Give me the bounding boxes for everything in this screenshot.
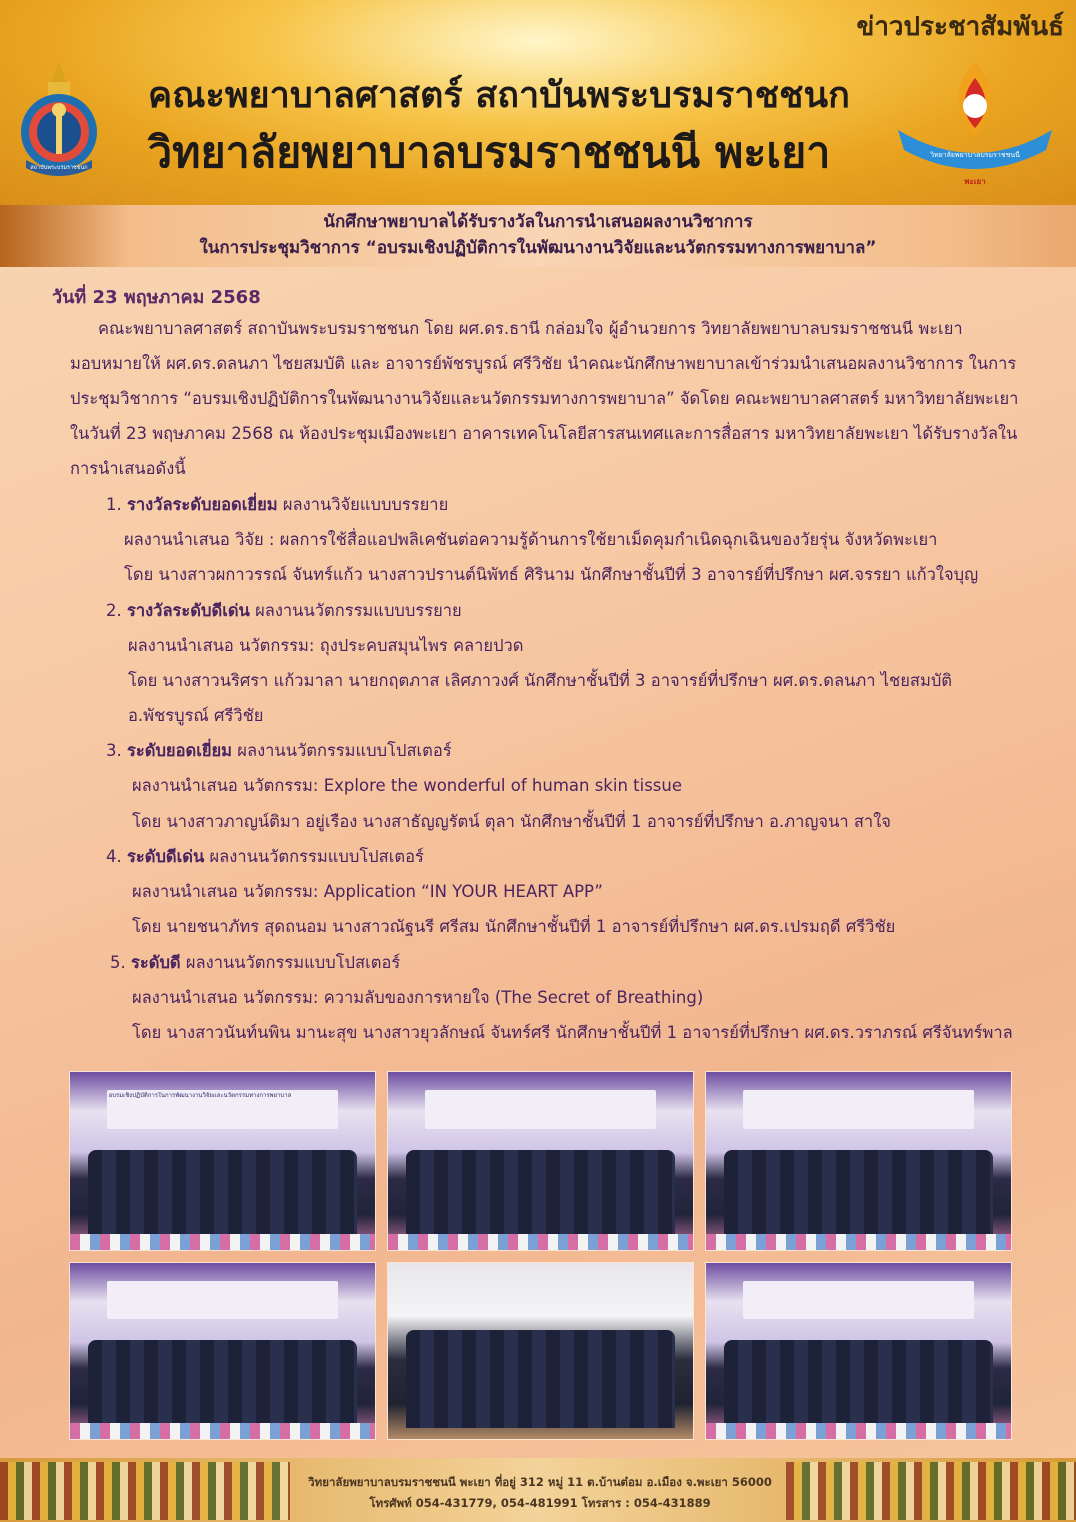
group-photo xyxy=(706,1263,1011,1439)
award-number: 2. xyxy=(106,601,122,620)
award-heading xyxy=(106,492,448,518)
award-detail: อ.พัชรบูรณ์ ศรีวิชัย xyxy=(128,706,264,725)
award-number: 3. xyxy=(106,741,122,760)
award-detail: ผลงานนำเสนอ นวัตกรรม: Application “IN YOUR HEART APP” xyxy=(132,882,603,901)
group-photo xyxy=(70,1263,375,1439)
college-logo-place: พะเยา xyxy=(964,177,986,186)
award-detail: โดย นางสาวนันท์นพิน มานะสุข นางสาวยุวลักษณ์ จันทร์ศรี นักศึกษาชั้นปีที่ 1 อาจารย์ที่ปรึกษา ผศ.ดร.วราภรณ์ ศรีจันทร์พาล xyxy=(132,1023,1013,1042)
intro-line: ในวันที่ 23 พฤษภาคม 2568 ณ ห้องประชุมเมืองพะเยา อาคารเทคโนโลยีสารสนเทศและการสื่อสาร มหาวิทยาลัยพะเยา ได้รับรางวัลใน xyxy=(70,424,1018,443)
award-detail: โดย นางสาวนริศรา แก้วมาลา นายกฤตภาส เลิศภาวงศ์ นักศึกษาชั้นปีที่ 3 อาจารย์ที่ปรึกษา ผศ.ดร.ดลนภา ไชยสมบัติ xyxy=(128,671,953,690)
award-detail: โดย นางสาวผกาวรรณ์ จันทร์แก้ว นางสาวปรานต์นิพัทธ์ ศิรินาม นักศึกษาชั้นปีที่ 3 อาจารย์ที่ปรึกษา ผศ.จรรยา แก้วใจบุญ xyxy=(124,565,979,584)
college-logo-caption: วิทยาลัยพยาบาลบรมราชชนนี xyxy=(930,151,1020,159)
college-logo xyxy=(896,58,1054,188)
award-detail: ผลงานนำเสนอ นวัตกรรม: ถุงประคบสมุนไพร คลายปวด xyxy=(128,636,524,655)
college-name: วิทยาลัยพยาบาลบรมราชชนนี พะเยา xyxy=(148,128,831,178)
news-date: วันที่ 23 พฤษภาคม 2568 xyxy=(52,287,261,308)
award-heading xyxy=(110,950,400,976)
lanna-pattern-right xyxy=(786,1462,1076,1520)
group-photo xyxy=(388,1072,693,1250)
award-category: ผลงานวิจัยแบบบรรยาย xyxy=(277,495,449,514)
footer-phone: โทรศัพท์ 054-431779, 054-481991 โทรสาร : 054-431889 xyxy=(369,1496,711,1510)
headline-line-2: ในการประชุมวิชาการ “อบรมเชิงปฏิบัติการในพัฒนางานวิจัยและนวัตกรรมทางการพยาบาล” xyxy=(199,238,877,258)
group-photo xyxy=(70,1072,375,1250)
award-number: 1. xyxy=(106,495,122,514)
award-category: ผลงานนวัตกรรมแบบโปสเตอร์ xyxy=(232,741,452,760)
award-level: ระดับดีเด่น xyxy=(127,847,205,866)
institute-logo-caption: สถาบันพระบรมราชชนก xyxy=(30,165,88,171)
award-category: ผลงานนวัตกรรมแบบโปสเตอร์ xyxy=(180,953,401,972)
news-tag: ข่าวประชาสัมพันธ์ xyxy=(856,12,1064,42)
award-detail: โดย นางสาวภาญน์ติมา อยู่เรือง นางสาธัญญรัตน์ ตุลา นักศึกษาชั้นปีที่ 1 อาจารย์ที่ปรึกษา อ.ภาญจนา สาใจ xyxy=(132,812,891,831)
faculty-name: คณะพยาบาลศาสตร์ สถาบันพระบรมราชชนก xyxy=(148,75,850,116)
group-photo xyxy=(706,1072,1011,1250)
award-level: รางวัลระดับดีเด่น xyxy=(127,601,250,620)
event-banner xyxy=(107,1090,339,1129)
award-heading xyxy=(106,598,462,624)
footer-address: วิทยาลัยพยาบาลบรมราชชนนี พะเยา ที่อยู่ 312 หมู่ 11 ต.บ้านต๋อม อ.เมือง จ.พะเยา 56000 xyxy=(308,1475,772,1489)
award-level: รางวัลระดับยอดเยี่ยม xyxy=(127,495,278,514)
event-banner-text: อบรมเชิงปฏิบัติการในการพัฒนางานวิจัยและนวัตกรรมทางการพยาบาล xyxy=(108,1091,292,1099)
award-detail: ผลงานนำเสนอ นวัตกรรม: Explore the wonderful of human skin tissue xyxy=(132,776,683,795)
institute-logo xyxy=(18,60,100,178)
group-photo xyxy=(388,1263,693,1439)
award-category: ผลงานนวัตกรรมแบบบรรยาย xyxy=(249,601,462,620)
headline-line-1: นักศึกษาพยาบาลได้รับรางวัลในการนำเสนอผลงานวิชาการ xyxy=(323,212,753,232)
intro-line: ประชุมวิชาการ “อบรมเชิงปฏิบัติการในพัฒนางานวิจัยและนวัตกรรมทางการพยาบาล” จัดโดย คณะพยาบาลศาสตร์ มหาวิทยาลัยพะเยา xyxy=(70,389,1019,408)
award-detail: โดย นายชนาภัทร สุดถนอม นางสาวณัฐนรี ศรีสม นักศึกษาชั้นปีที่ 1 อาจารย์ที่ปรึกษา ผศ.ดร.เปรมฤดี ศรีวิชัย xyxy=(132,917,896,936)
award-heading xyxy=(106,844,424,870)
award-heading xyxy=(106,738,452,764)
intro-line: คณะพยาบาลศาสตร์ สถาบันพระบรมราชชนก โดย ผศ.ดร.ธานี กล่อมใจ ผู้อำนวยการ วิทยาลัยพยาบาลบรมราชชนนี พะเยา xyxy=(98,319,963,338)
award-number: 4. xyxy=(106,847,122,866)
award-detail: ผลงานนำเสนอ วิจัย : ผลการใช้สื่อแอปพลิเคชันต่อความรู้ด้านการใช้ยาเม็ดคุมกำเนิดฉุกเฉินของวัยรุ่น จังหวัดพะเยา xyxy=(124,530,938,549)
intro-line: มอบหมายให้ ผศ.ดร.ดลนภา ไชยสมบัติ และ อาจารย์พัชรบูรณ์ ศรีวิชัย นำคณะนักศึกษาพยาบาลเข้าร่วมนำเสนอผลงานวิชาการ ในการ xyxy=(70,354,1017,373)
award-level: ระดับดี xyxy=(131,953,181,972)
award-detail: ผลงานนำเสนอ นวัตกรรม: ความลับของการหายใจ (The Secret of Breathing) xyxy=(132,988,704,1007)
award-number: 5. xyxy=(110,953,126,972)
lanna-pattern-left xyxy=(0,1462,290,1520)
award-level: ระดับยอดเยี่ยม xyxy=(127,741,233,760)
award-category: ผลงานนวัตกรรมแบบโปสเตอร์ xyxy=(204,847,424,866)
intro-line: การนำเสนอดังนี้ xyxy=(70,459,186,478)
